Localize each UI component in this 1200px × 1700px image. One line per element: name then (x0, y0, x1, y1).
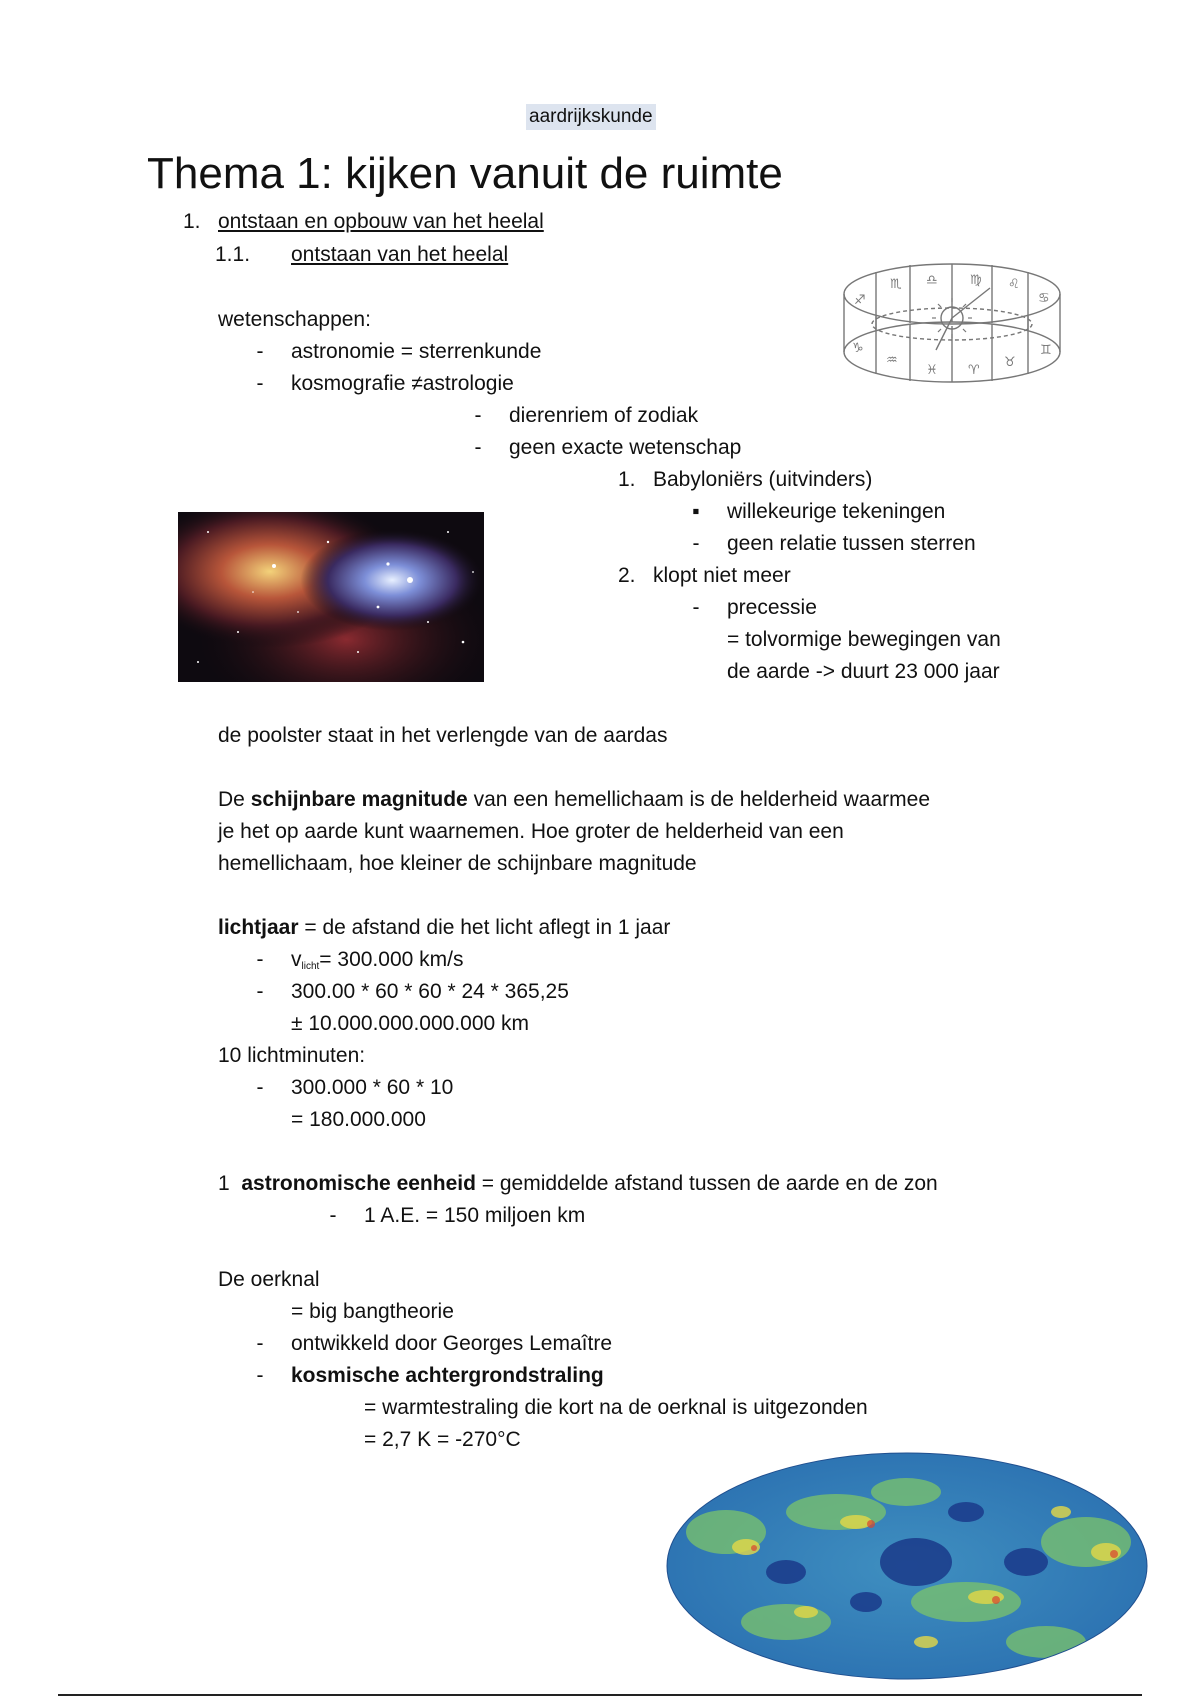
oerknal-heading: De oerknal (218, 1268, 320, 1291)
list-item-astronomie: astronomie = sterrenkunde (291, 340, 542, 363)
magnitude-term: schijnbare magnitude (250, 788, 468, 811)
bullet-dash: - (256, 1364, 264, 1387)
bullet-dash: - (329, 1204, 337, 1227)
svg-text:♎: ♎ (926, 273, 938, 288)
subsection-heading: ontstaan van het heelal (291, 243, 509, 266)
bullet-dash: - (256, 340, 264, 363)
magnitude-paragraph-line3: hemellichaam, hoe kleiner de schijnbare magnitude (218, 852, 697, 875)
lichtminuten-result: = 180.000.000 (291, 1108, 426, 1131)
svg-text:♏: ♏ (890, 277, 902, 292)
zodiac-ring-illustration (840, 252, 1065, 397)
magnitude-post: van een hemellichaam is de helderheid waarmee (467, 788, 931, 811)
lichtjaar-calc: 300.00 * 60 * 60 * 24 * 365,25 (291, 980, 569, 1003)
svg-text:♐: ♐ (854, 293, 866, 308)
v-value: = 300.000 km/s (319, 948, 464, 971)
lichtjaar-def: = de afstand die het licht aflegt in 1 jaar (298, 916, 671, 939)
page-bottom-rule (58, 1694, 1142, 1696)
lichtminuten-heading: 10 lichtminuten: (218, 1044, 366, 1067)
bullet-dash: - (256, 980, 264, 1003)
ae-term: astronomische eenheid (241, 1172, 476, 1195)
svg-text:♑: ♑ (852, 341, 864, 356)
precessie-definition-line1: = tolvormige bewegingen van (727, 628, 1001, 651)
svg-text:♋: ♋ (1038, 291, 1050, 306)
list-item-kosmografie: kosmografie ≠astrologie (291, 372, 514, 395)
section-heading: ontstaan en opbouw van het heelal (218, 210, 544, 233)
oerknal-definition: = big bangtheorie (291, 1300, 454, 1323)
lichtjaar-definition (218, 916, 670, 940)
bullet-dash: - (692, 596, 700, 619)
svg-text:♈: ♈ (968, 363, 980, 378)
list-item-klopt: klopt niet meer (653, 564, 791, 587)
bullet-dash: - (256, 1332, 264, 1355)
page-title: Thema 1: kijken vanuit de ruimte (147, 149, 783, 198)
list-number: 1. (618, 468, 636, 491)
poolster-text: de poolster staat in het verlengde van de aardas (218, 724, 668, 747)
ae-definition (218, 1172, 938, 1196)
ae-number: 1 (218, 1172, 230, 1195)
achtergrondstraling-temperature: = 2,7 K = -270°C (364, 1428, 521, 1451)
bullet-dash: - (474, 404, 482, 427)
bullet-dash: - (692, 532, 700, 555)
achtergrondstraling-definition: = warmtestraling die kort na de oerknal is uitgezonden (364, 1396, 868, 1419)
achtergrondstraling-term: kosmische achtergrondstraling (291, 1364, 604, 1387)
bullet-dash: - (256, 372, 264, 395)
subsection-number: 1.1. (215, 243, 251, 266)
list-item-precessie: precessie (727, 596, 817, 619)
oerknal-lemaitre: ontwikkeld door Georges Lemaître (291, 1332, 612, 1355)
bullet-dash: - (474, 436, 482, 459)
list-item-willekeurige: willekeurige tekeningen (727, 500, 946, 523)
svg-text:♉: ♉ (1004, 355, 1016, 370)
lichtjaar-result: ± 10.000.000.000.000 km (291, 1012, 530, 1035)
svg-text:♍: ♍ (970, 273, 982, 288)
svg-text:♓: ♓ (926, 363, 938, 378)
subject-label: aardrijkskunde (526, 104, 656, 130)
magnitude-paragraph-line1 (218, 788, 930, 812)
svg-text:♒: ♒ (886, 353, 898, 368)
ae-value: 1 A.E. = 150 miljoen km (364, 1204, 586, 1227)
ae-def: = gemiddelde afstand tussen de aarde en de zon (475, 1172, 938, 1195)
cmb-map-image (666, 1452, 1148, 1680)
svg-text:♌: ♌ (1008, 277, 1020, 292)
bullet-square: ▪ (692, 500, 700, 523)
lichtjaar-term: lichtjaar (218, 916, 299, 939)
precessie-definition-line2: de aarde -> duurt 23 000 jaar (727, 660, 1000, 683)
list-item-dierenriem: dierenriem of zodiak (509, 404, 699, 427)
lichtminuten-calc: 300.000 * 60 * 10 (291, 1076, 454, 1099)
v-symbol: v (291, 948, 302, 971)
svg-text:♊: ♊ (1040, 343, 1052, 358)
wetenschappen-heading: wetenschappen: (218, 308, 371, 331)
list-item-babyloniers: Babyloniërs (uitvinders) (653, 468, 873, 491)
magnitude-pre: De (218, 788, 251, 811)
v-subscript: licht (301, 961, 320, 972)
bullet-dash: - (256, 1076, 264, 1099)
section-number: 1. (183, 210, 201, 233)
list-item-geen-exacte: geen exacte wetenschap (509, 436, 742, 459)
lichtsnelheid (291, 948, 463, 979)
list-number: 2. (618, 564, 636, 587)
magnitude-paragraph-line2: je het op aarde kunt waarnemen. Hoe groter de helderheid van een (218, 820, 844, 843)
bullet-dash: - (256, 948, 264, 971)
nebula-photo (178, 512, 484, 682)
list-item-geen-relatie: geen relatie tussen sterren (727, 532, 976, 555)
